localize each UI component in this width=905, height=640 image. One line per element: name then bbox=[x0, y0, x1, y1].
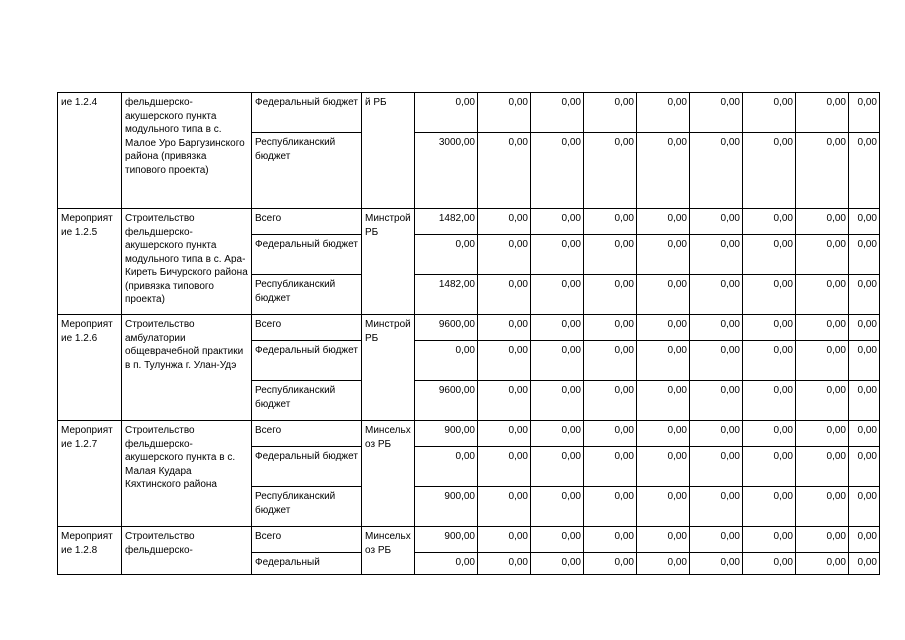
amount-cell: 0,00 bbox=[690, 93, 743, 133]
amount-cell: 0,00 bbox=[584, 487, 637, 527]
amount-cell: 900,00 bbox=[415, 487, 478, 527]
amount-cell: 0,00 bbox=[584, 527, 637, 553]
amount-cell: 0,00 bbox=[849, 315, 880, 341]
amount-cell: 0,00 bbox=[584, 447, 637, 487]
amount-cell: 0,00 bbox=[584, 133, 637, 209]
event-name-cell: Строительство фельдшерско-акушерского пункта в с. Малая Кудара Кяхтинского района bbox=[122, 421, 252, 527]
amount-cell: 0,00 bbox=[584, 93, 637, 133]
amount-cell: 0,00 bbox=[690, 421, 743, 447]
amount-cell: 0,00 bbox=[849, 421, 880, 447]
amount-cell: 0,00 bbox=[743, 421, 796, 447]
executor-cell: й РБ bbox=[362, 93, 415, 209]
amount-cell: 0,00 bbox=[690, 209, 743, 235]
amount-cell: 0,00 bbox=[690, 235, 743, 275]
amount-cell: 0,00 bbox=[478, 421, 531, 447]
amount-cell: 0,00 bbox=[637, 381, 690, 421]
amount-cell: 0,00 bbox=[849, 235, 880, 275]
amount-cell: 0,00 bbox=[637, 93, 690, 133]
amount-cell: 0,00 bbox=[478, 553, 531, 575]
executor-cell: Минсельхоз РБ bbox=[362, 527, 415, 575]
event-id-cell: Мероприятие 1.2.8 bbox=[58, 527, 122, 575]
funding-source-cell: Всего bbox=[252, 527, 362, 553]
amount-cell: 0,00 bbox=[478, 93, 531, 133]
amount-cell: 900,00 bbox=[415, 527, 478, 553]
event-name-cell: Строительство фельдшерско-акушерского пункта модульного типа в с. Ара-Киреть Бичурского района (привязка типового проекта) bbox=[122, 209, 252, 315]
amount-cell: 0,00 bbox=[531, 93, 584, 133]
amount-cell: 0,00 bbox=[531, 553, 584, 575]
amount-cell: 0,00 bbox=[478, 315, 531, 341]
amount-cell: 0,00 bbox=[637, 527, 690, 553]
amount-cell: 0,00 bbox=[478, 447, 531, 487]
amount-cell: 0,00 bbox=[743, 381, 796, 421]
amount-cell: 0,00 bbox=[743, 487, 796, 527]
amount-cell: 0,00 bbox=[743, 133, 796, 209]
executor-cell: Минстрой РБ bbox=[362, 209, 415, 315]
amount-cell: 0,00 bbox=[796, 421, 849, 447]
amount-cell: 0,00 bbox=[743, 341, 796, 381]
amount-cell: 0,00 bbox=[415, 341, 478, 381]
amount-cell: 0,00 bbox=[849, 527, 880, 553]
amount-cell: 0,00 bbox=[796, 341, 849, 381]
amount-cell: 0,00 bbox=[637, 553, 690, 575]
amount-cell: 0,00 bbox=[796, 133, 849, 209]
amount-cell: 0,00 bbox=[796, 275, 849, 315]
amount-cell: 0,00 bbox=[637, 487, 690, 527]
amount-cell: 0,00 bbox=[584, 341, 637, 381]
amount-cell: 0,00 bbox=[743, 527, 796, 553]
amount-cell: 0,00 bbox=[690, 553, 743, 575]
amount-cell: 0,00 bbox=[637, 421, 690, 447]
amount-cell: 0,00 bbox=[690, 315, 743, 341]
funding-source-cell: Республиканский бюджет bbox=[252, 133, 362, 209]
amount-cell: 0,00 bbox=[849, 553, 880, 575]
amount-cell: 0,00 bbox=[637, 341, 690, 381]
amount-cell: 0,00 bbox=[796, 315, 849, 341]
amount-cell: 0,00 bbox=[796, 381, 849, 421]
funding-source-cell: Республиканский бюджет bbox=[252, 487, 362, 527]
event-id-cell: Мероприятие 1.2.6 bbox=[58, 315, 122, 421]
amount-cell: 0,00 bbox=[531, 381, 584, 421]
event-name-cell: Строительство амбулатории общеврачебной практики в п. Тулунжа г. Улан-Удэ bbox=[122, 315, 252, 421]
amount-cell: 0,00 bbox=[531, 275, 584, 315]
amount-cell: 0,00 bbox=[690, 133, 743, 209]
amount-cell: 0,00 bbox=[849, 275, 880, 315]
amount-cell: 0,00 bbox=[637, 209, 690, 235]
program-events-table bbox=[57, 92, 880, 575]
table-row bbox=[58, 421, 880, 447]
amount-cell: 0,00 bbox=[584, 381, 637, 421]
amount-cell: 0,00 bbox=[796, 487, 849, 527]
funding-source-cell: Республиканский бюджет bbox=[252, 381, 362, 421]
event-id-cell: Мероприятие 1.2.7 bbox=[58, 421, 122, 527]
amount-cell: 0,00 bbox=[531, 209, 584, 235]
amount-cell: 0,00 bbox=[849, 93, 880, 133]
amount-cell: 0,00 bbox=[743, 315, 796, 341]
amount-cell: 0,00 bbox=[478, 487, 531, 527]
amount-cell: 0,00 bbox=[584, 275, 637, 315]
amount-cell: 0,00 bbox=[637, 275, 690, 315]
amount-cell: 0,00 bbox=[637, 133, 690, 209]
amount-cell: 0,00 bbox=[478, 275, 531, 315]
amount-cell: 0,00 bbox=[637, 447, 690, 487]
amount-cell: 0,00 bbox=[743, 275, 796, 315]
amount-cell: 0,00 bbox=[796, 209, 849, 235]
amount-cell: 0,00 bbox=[796, 553, 849, 575]
amount-cell: 9600,00 bbox=[415, 381, 478, 421]
amount-cell: 0,00 bbox=[690, 341, 743, 381]
amount-cell: 0,00 bbox=[690, 527, 743, 553]
amount-cell: 0,00 bbox=[584, 235, 637, 275]
table-row bbox=[58, 527, 880, 553]
amount-cell: 0,00 bbox=[743, 235, 796, 275]
amount-cell: 0,00 bbox=[637, 315, 690, 341]
amount-cell: 0,00 bbox=[796, 93, 849, 133]
amount-cell: 0,00 bbox=[478, 209, 531, 235]
amount-cell: 0,00 bbox=[690, 381, 743, 421]
amount-cell: 0,00 bbox=[849, 487, 880, 527]
funding-source-cell: Федеральный бюджет bbox=[252, 447, 362, 487]
event-id-cell: ие 1.2.4 bbox=[58, 93, 122, 209]
amount-cell: 0,00 bbox=[415, 235, 478, 275]
amount-cell: 0,00 bbox=[690, 487, 743, 527]
amount-cell: 0,00 bbox=[796, 527, 849, 553]
amount-cell: 0,00 bbox=[584, 553, 637, 575]
table-row bbox=[58, 209, 880, 235]
amount-cell: 0,00 bbox=[796, 447, 849, 487]
funding-source-cell: Всего bbox=[252, 209, 362, 235]
event-name-cell: фельдшерско-акушерского пункта модульного типа в с. Малое Уро Баргузинского района (привязка типового проекта) bbox=[122, 93, 252, 209]
funding-source-cell: Республиканский бюджет bbox=[252, 275, 362, 315]
funding-source-cell: Всего bbox=[252, 315, 362, 341]
amount-cell: 0,00 bbox=[531, 315, 584, 341]
executor-cell: Минсельхоз РБ bbox=[362, 421, 415, 527]
amount-cell: 1482,00 bbox=[415, 209, 478, 235]
amount-cell: 0,00 bbox=[690, 447, 743, 487]
amount-cell: 1482,00 bbox=[415, 275, 478, 315]
amount-cell: 0,00 bbox=[690, 275, 743, 315]
amount-cell: 0,00 bbox=[478, 133, 531, 209]
amount-cell: 0,00 bbox=[415, 553, 478, 575]
amount-cell: 0,00 bbox=[849, 447, 880, 487]
funding-source-cell: Федеральный bbox=[252, 553, 362, 575]
amount-cell: 0,00 bbox=[796, 235, 849, 275]
amount-cell: 0,00 bbox=[743, 209, 796, 235]
amount-cell: 0,00 bbox=[531, 341, 584, 381]
amount-cell: 0,00 bbox=[478, 381, 531, 421]
amount-cell: 0,00 bbox=[584, 315, 637, 341]
amount-cell: 0,00 bbox=[415, 93, 478, 133]
funding-source-cell: Федеральный бюджет bbox=[252, 341, 362, 381]
amount-cell: 0,00 bbox=[584, 209, 637, 235]
amount-cell: 0,00 bbox=[849, 133, 880, 209]
amount-cell: 0,00 bbox=[531, 235, 584, 275]
amount-cell: 0,00 bbox=[531, 447, 584, 487]
amount-cell: 0,00 bbox=[849, 381, 880, 421]
event-id-cell: Мероприятие 1.2.5 bbox=[58, 209, 122, 315]
amount-cell: 0,00 bbox=[415, 447, 478, 487]
amount-cell: 0,00 bbox=[531, 487, 584, 527]
amount-cell: 0,00 bbox=[637, 235, 690, 275]
amount-cell: 0,00 bbox=[743, 93, 796, 133]
funding-source-cell: Федеральный бюджет bbox=[252, 235, 362, 275]
amount-cell: 0,00 bbox=[849, 341, 880, 381]
amount-cell: 0,00 bbox=[531, 527, 584, 553]
amount-cell: 9600,00 bbox=[415, 315, 478, 341]
amount-cell: 900,00 bbox=[415, 421, 478, 447]
event-name-cell: Строительство фельдшерско- bbox=[122, 527, 252, 575]
table-row bbox=[58, 93, 880, 133]
amount-cell: 0,00 bbox=[531, 133, 584, 209]
amount-cell: 0,00 bbox=[743, 447, 796, 487]
funding-source-cell: Всего bbox=[252, 421, 362, 447]
executor-cell: Минстрой РБ bbox=[362, 315, 415, 421]
table-row bbox=[58, 315, 880, 341]
amount-cell: 0,00 bbox=[478, 341, 531, 381]
amount-cell: 0,00 bbox=[531, 421, 584, 447]
amount-cell: 0,00 bbox=[743, 553, 796, 575]
amount-cell: 0,00 bbox=[478, 527, 531, 553]
funding-source-cell: Федеральный бюджет bbox=[252, 93, 362, 133]
amount-cell: 0,00 bbox=[849, 209, 880, 235]
amount-cell: 3000,00 bbox=[415, 133, 478, 209]
amount-cell: 0,00 bbox=[584, 421, 637, 447]
amount-cell: 0,00 bbox=[478, 235, 531, 275]
